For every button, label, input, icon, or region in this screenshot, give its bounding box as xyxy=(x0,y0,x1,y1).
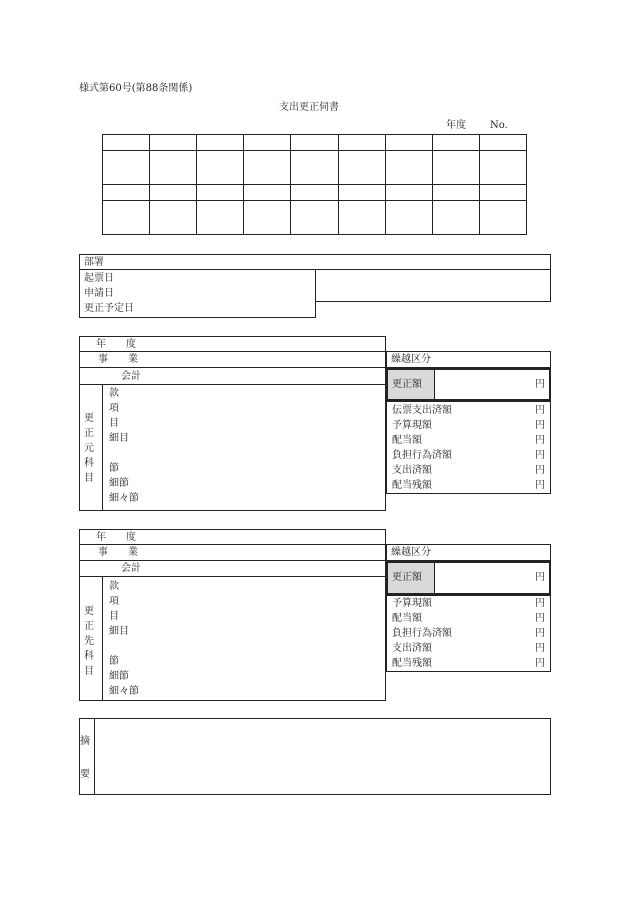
department-field[interactable] xyxy=(79,254,551,270)
summary-input-area[interactable] xyxy=(95,719,550,794)
source-year-label: 年 度 xyxy=(96,339,136,350)
target-amount-label: 負担行為済額 xyxy=(392,628,452,639)
stamp-cell[interactable] xyxy=(197,185,244,201)
source-item-moku: 目 xyxy=(109,418,119,429)
stamp-cell[interactable] xyxy=(432,201,479,235)
target-business-label: 事 業 xyxy=(98,547,138,558)
stamp-cell[interactable] xyxy=(338,201,385,235)
approval-stamp-grid xyxy=(102,134,527,235)
source-amount-label: 伝票支出済額 xyxy=(392,405,452,416)
target-item-saisetsu: 細節 xyxy=(109,671,129,682)
source-amount-label: 支出済額 xyxy=(392,465,432,476)
source-item-saisetsu: 細節 xyxy=(109,478,129,489)
source-item-kan: 款 xyxy=(109,388,119,399)
stamp-cell[interactable] xyxy=(197,135,244,151)
target-correction-yen: 円 xyxy=(535,572,545,583)
stamp-cell[interactable] xyxy=(479,151,526,185)
source-item-saisaisetsu: 細々節 xyxy=(109,493,139,504)
stamp-cell[interactable] xyxy=(150,151,197,185)
target-amount-label: 支出済額 xyxy=(392,643,432,654)
source-item-setsu: 節 xyxy=(109,463,119,474)
stamp-cell[interactable] xyxy=(385,135,432,151)
source-amount-label: 配当残額 xyxy=(392,480,432,491)
department-label: 部署 xyxy=(84,257,104,268)
source-item-saimoku: 細目 xyxy=(109,433,129,444)
target-item-kou: 項 xyxy=(109,596,119,607)
source-business-label: 事 業 xyxy=(98,354,138,365)
source-carry-label: 繰越区分 xyxy=(391,354,431,365)
source-amount-label: 配当額 xyxy=(392,435,422,446)
source-side-label: 更正元科目 xyxy=(84,413,94,484)
target-year-label: 年 度 xyxy=(96,532,136,543)
stamp-cell[interactable] xyxy=(385,201,432,235)
stamp-cell[interactable] xyxy=(103,135,150,151)
stamp-cell[interactable] xyxy=(479,135,526,151)
target-amount-yen: 円 xyxy=(535,643,545,654)
number-label: No. xyxy=(490,120,508,131)
stamp-cell[interactable] xyxy=(244,151,291,185)
stamp-cell[interactable] xyxy=(291,151,338,185)
stamp-cell[interactable] xyxy=(103,185,150,201)
stamp-cell[interactable] xyxy=(432,135,479,151)
dates-value-box[interactable] xyxy=(315,269,551,302)
stamp-cell[interactable] xyxy=(338,185,385,201)
stamp-cell[interactable] xyxy=(103,201,150,235)
stamp-cell[interactable] xyxy=(338,151,385,185)
page-title: 支出更正伺書 xyxy=(279,102,339,113)
source-account-label: 会計 xyxy=(121,371,141,382)
issue-date-label: 起票日 xyxy=(84,273,114,284)
target-correction-label: 更正額 xyxy=(392,572,422,583)
source-amount-yen: 円 xyxy=(535,405,545,416)
summary-label-top: 摘 xyxy=(80,736,90,747)
summary-label-bottom: 要 xyxy=(80,769,90,780)
stamp-cell[interactable] xyxy=(432,151,479,185)
source-amount-yen: 円 xyxy=(535,420,545,431)
stamp-cell[interactable] xyxy=(244,135,291,151)
application-date-label: 申請日 xyxy=(84,288,114,299)
stamp-cell[interactable] xyxy=(338,135,385,151)
source-correction-yen: 円 xyxy=(535,379,545,390)
target-amount-label: 配当残額 xyxy=(392,658,432,669)
target-item-saimoku: 細目 xyxy=(109,626,129,637)
form-number: 様式第60号(第88条関係) xyxy=(79,83,193,94)
stamp-cell[interactable] xyxy=(291,185,338,201)
stamp-cell[interactable] xyxy=(244,201,291,235)
stamp-cell[interactable] xyxy=(150,135,197,151)
stamp-cell[interactable] xyxy=(197,201,244,235)
stamp-cell[interactable] xyxy=(385,185,432,201)
stamp-cell[interactable] xyxy=(291,135,338,151)
source-amount-yen: 円 xyxy=(535,435,545,446)
target-amount-yen: 円 xyxy=(535,628,545,639)
target-item-moku: 目 xyxy=(109,611,119,622)
stamp-cell[interactable] xyxy=(291,201,338,235)
stamp-cell[interactable] xyxy=(150,201,197,235)
stamp-cell[interactable] xyxy=(197,151,244,185)
target-side-label: 更正先科目 xyxy=(84,606,94,677)
source-amount-yen: 円 xyxy=(535,450,545,461)
source-amount-label: 負担行為済額 xyxy=(392,450,452,461)
stamp-cell[interactable] xyxy=(432,185,479,201)
target-amount-label: 配当額 xyxy=(392,613,422,624)
stamp-cell[interactable] xyxy=(385,151,432,185)
stamp-cell[interactable] xyxy=(479,201,526,235)
source-item-kou: 項 xyxy=(109,403,119,414)
source-amount-label: 予算現額 xyxy=(392,420,432,431)
target-amount-yen: 円 xyxy=(535,598,545,609)
year-label: 年度 xyxy=(446,120,466,131)
source-correction-label: 更正額 xyxy=(392,379,422,390)
stamp-cell[interactable] xyxy=(103,151,150,185)
target-amount-label: 予算現額 xyxy=(392,598,432,609)
stamp-cell[interactable] xyxy=(244,185,291,201)
source-amount-yen: 円 xyxy=(535,465,545,476)
stamp-cell[interactable] xyxy=(479,185,526,201)
target-carry-label: 繰越区分 xyxy=(391,547,431,558)
target-amount-yen: 円 xyxy=(535,613,545,624)
planned-correction-date-label: 更正予定日 xyxy=(84,303,134,314)
target-item-kan: 款 xyxy=(109,581,119,592)
source-amount-yen: 円 xyxy=(535,480,545,491)
target-account-label: 会計 xyxy=(121,563,141,574)
target-item-setsu: 節 xyxy=(109,656,119,667)
target-item-saisaisetsu: 細々節 xyxy=(109,686,139,697)
target-amount-yen: 円 xyxy=(535,658,545,669)
stamp-cell[interactable] xyxy=(150,185,197,201)
